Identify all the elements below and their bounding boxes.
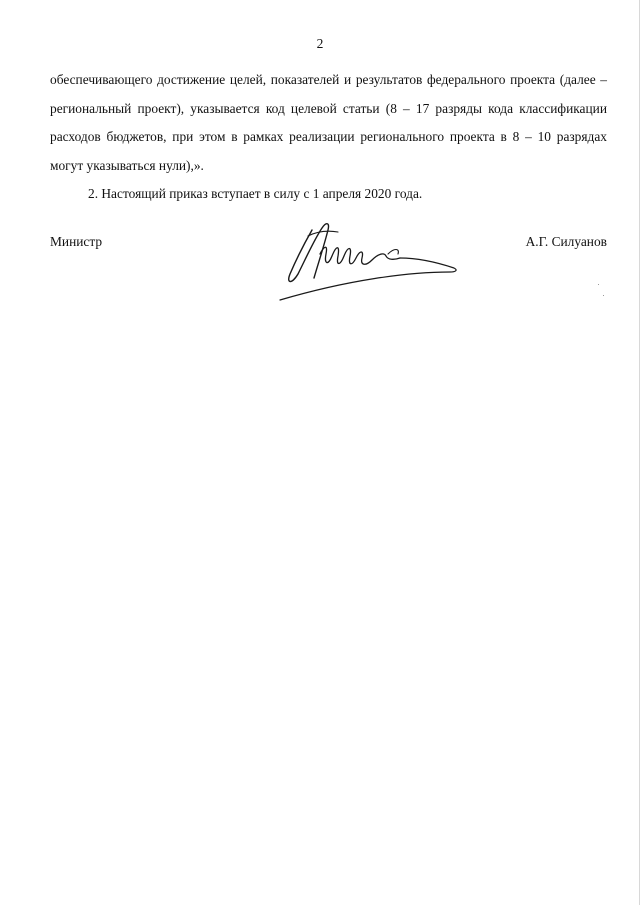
scan-speck	[603, 295, 604, 296]
signature-block	[50, 234, 607, 324]
paragraph-continuation: обеспечивающего достижение целей, показателей и результатов федерального проекта (далее – региональный проект), указывается код целевой статьи (8 – 17 разряды кода классификации расходов бюджетов, при этом в рамках реализации регионального проекта в 8 – 10 разрядах могут указываться нули),».	[50, 72, 607, 173]
signer-name: А.Г. Силуанов	[525, 234, 607, 249]
page-number: 2	[316, 36, 324, 51]
scan-speck	[598, 284, 599, 285]
handwritten-signature-icon	[268, 214, 478, 314]
position-title: Министр	[50, 234, 103, 249]
paragraph-effective-date: 2. Настоящий приказ вступает в силу с 1 апреля 2020 года.	[88, 186, 423, 201]
document-body	[50, 66, 607, 209]
